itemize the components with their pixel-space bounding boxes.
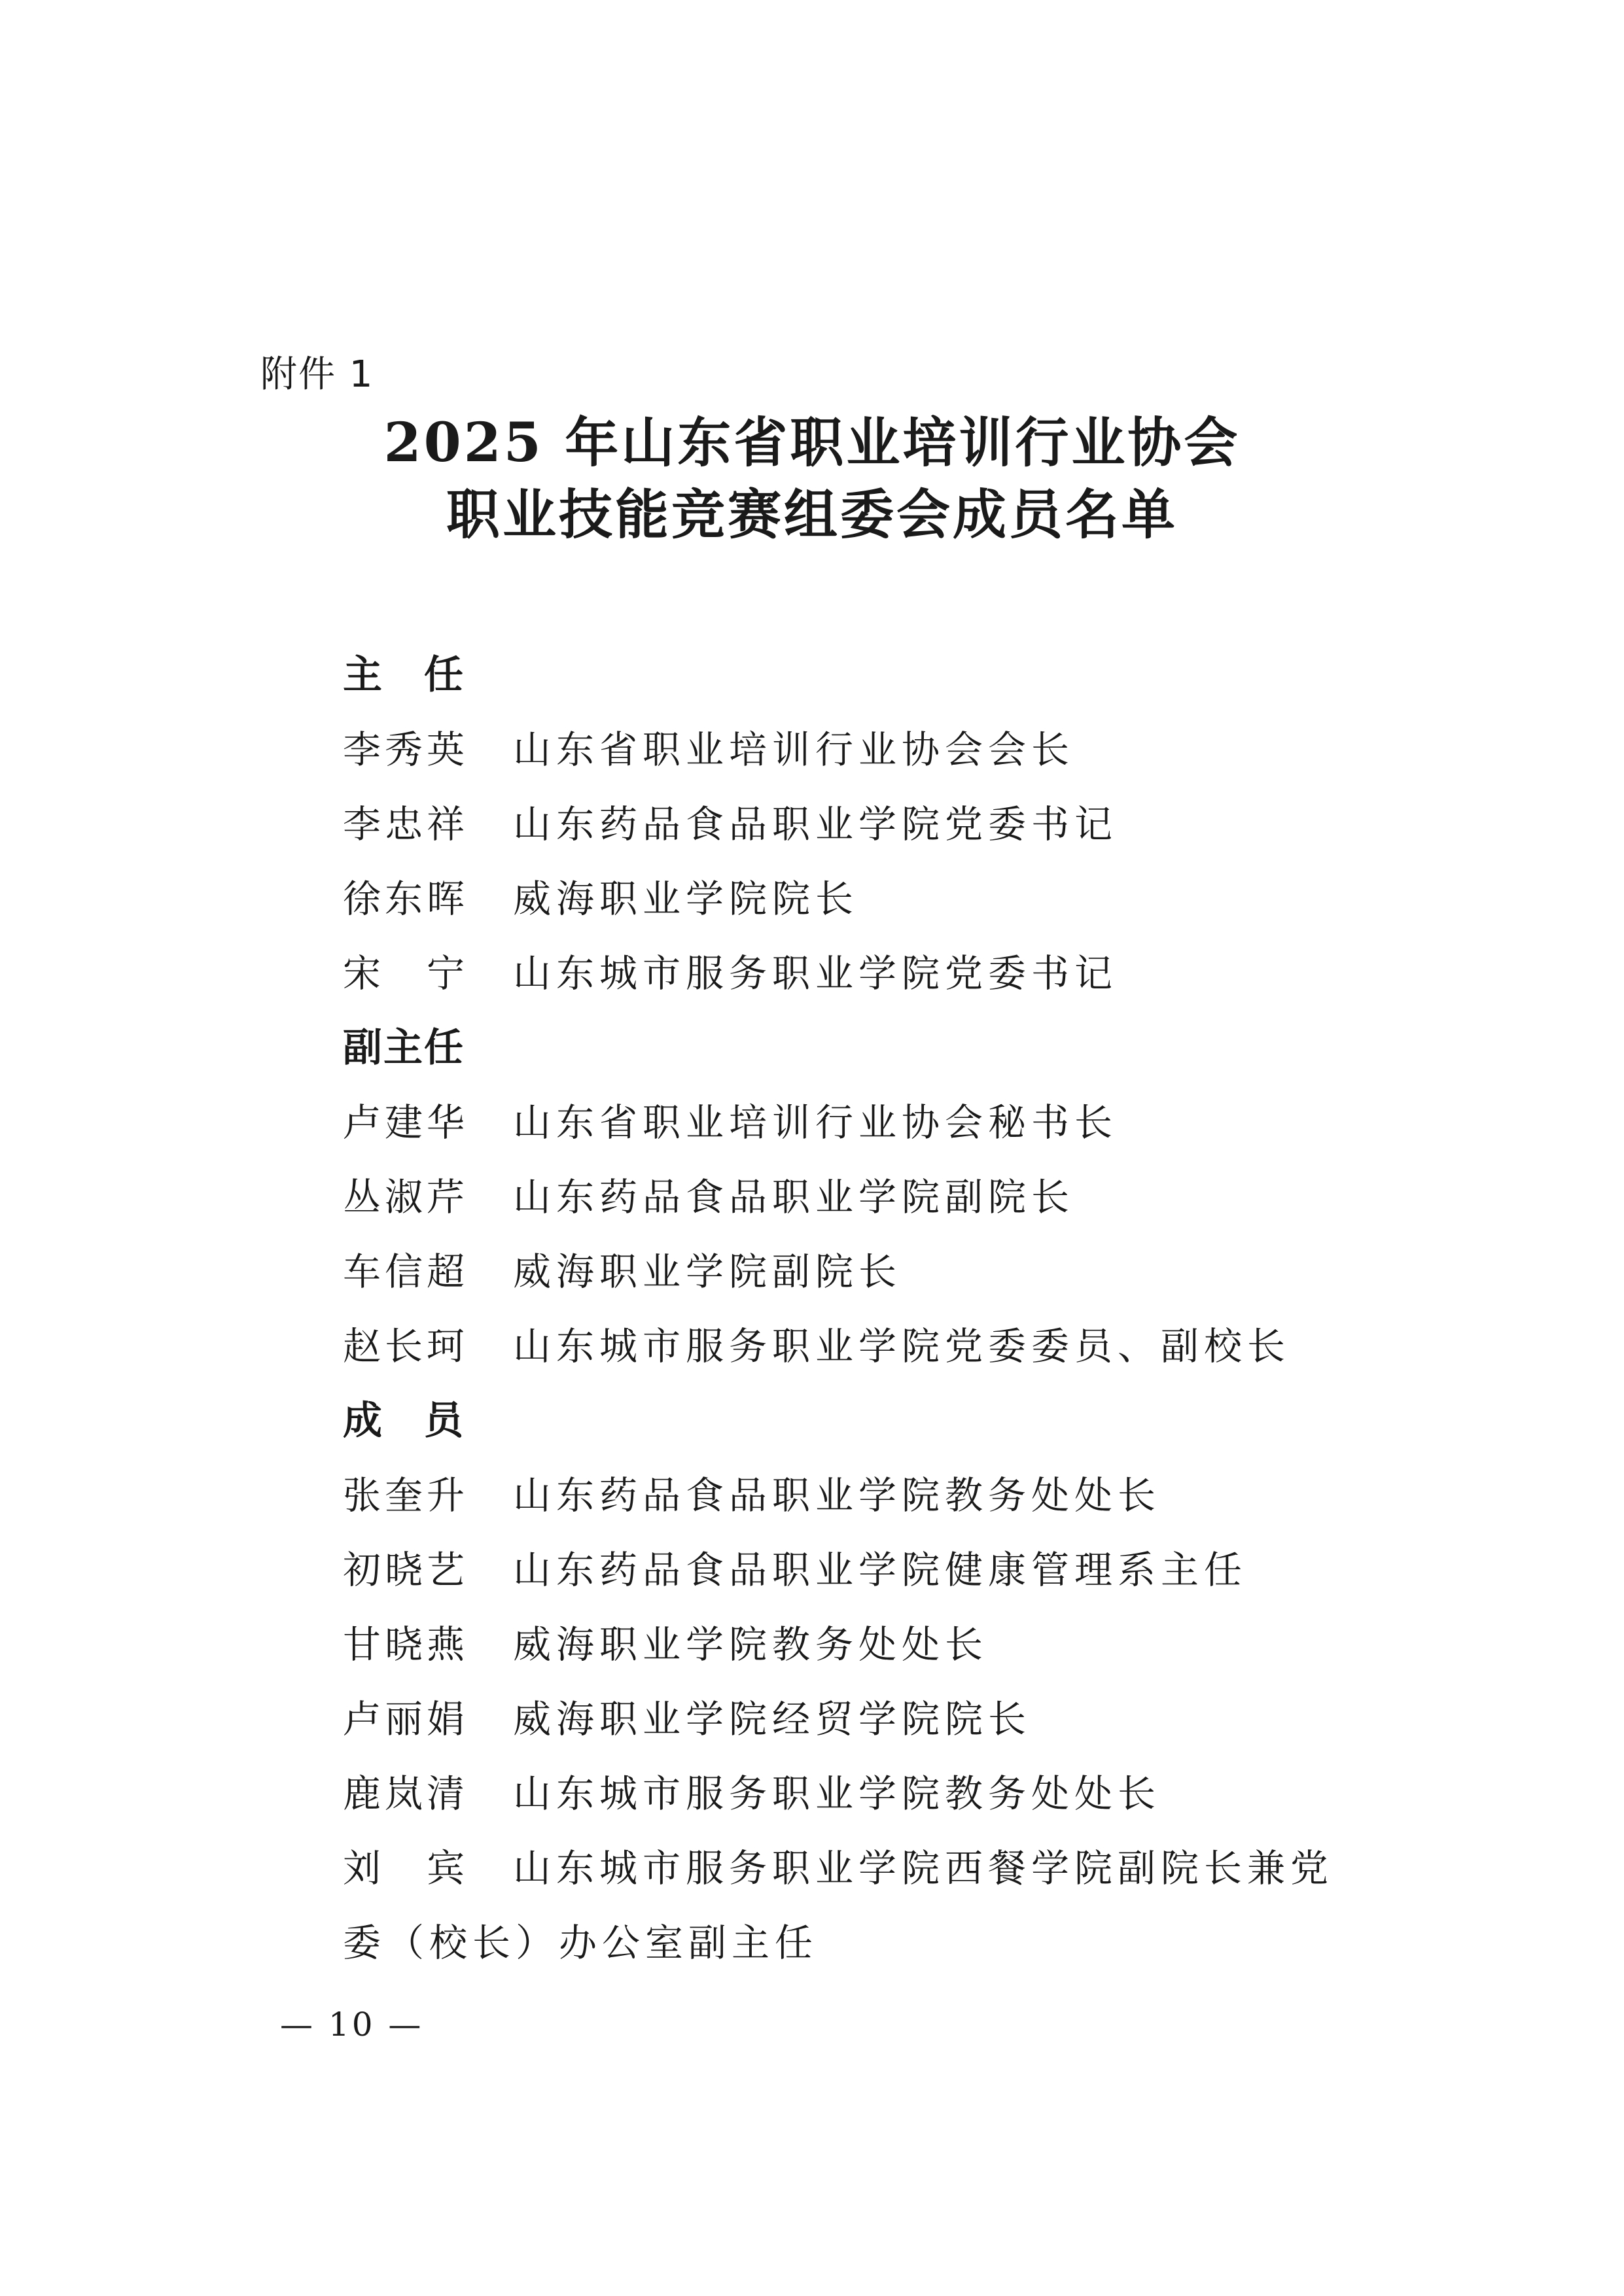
attachment-label: 附件 1 bbox=[260, 353, 374, 396]
member-row bbox=[343, 1756, 1364, 1831]
member-name: 甘晓燕 bbox=[343, 1622, 469, 1667]
member-title: 山东城市服务职业学院党委书记 bbox=[513, 951, 1118, 996]
member-name: 李秀英 bbox=[343, 727, 469, 772]
member-row bbox=[343, 712, 1364, 787]
member-row bbox=[343, 1160, 1364, 1234]
member-title: 山东省职业培训行业协会秘书长 bbox=[513, 1100, 1118, 1145]
member-title: 山东药品食品职业学院健康管理系主任 bbox=[513, 1548, 1248, 1592]
member-title: 山东城市服务职业学院教务处处长 bbox=[513, 1771, 1161, 1816]
member-title: 山东城市服务职业学院西餐学院副院长兼党 bbox=[513, 1846, 1334, 1890]
member-title: 山东药品食品职业学院教务处处长 bbox=[513, 1473, 1161, 1518]
member-title: 山东药品食品职业学院党委书记 bbox=[513, 802, 1118, 846]
page-number: — 10 — bbox=[280, 2006, 424, 2044]
member-name: 赵长珂 bbox=[343, 1324, 469, 1368]
member-title: 山东城市服务职业学院党委委员、副校长 bbox=[513, 1324, 1291, 1368]
member-name: 卢建华 bbox=[343, 1100, 469, 1145]
member-row bbox=[343, 1682, 1364, 1756]
member-name: 刘 宾 bbox=[343, 1846, 469, 1890]
committee-roster bbox=[343, 638, 1364, 1980]
member-title: 威海职业学院经贸学院院长 bbox=[513, 1697, 1032, 1741]
member-row bbox=[343, 787, 1364, 861]
member-row bbox=[343, 1458, 1364, 1533]
member-title: 山东省职业培训行业协会会长 bbox=[513, 727, 1075, 772]
member-row bbox=[343, 1533, 1364, 1607]
section-heading-deputy-director: 副主任 bbox=[343, 1025, 465, 1071]
member-name: 初晓艺 bbox=[343, 1548, 469, 1592]
member-name: 张奎升 bbox=[343, 1473, 469, 1518]
member-row bbox=[343, 1831, 1364, 1905]
member-name: 徐东晖 bbox=[343, 877, 469, 921]
member-row bbox=[343, 1234, 1364, 1309]
member-name: 宋 宁 bbox=[343, 951, 469, 996]
member-name: 李忠祥 bbox=[343, 802, 469, 846]
member-name: 丛淑芹 bbox=[343, 1175, 469, 1219]
document-title-line-2: 职业技能竞赛组委会成员名单 bbox=[446, 483, 1178, 546]
member-title: 威海职业学院教务处处长 bbox=[513, 1622, 989, 1667]
member-title: 山东药品食品职业学院副院长 bbox=[513, 1175, 1075, 1219]
member-row bbox=[343, 861, 1364, 936]
member-name: 卢丽娟 bbox=[343, 1697, 469, 1741]
member-row bbox=[343, 1607, 1364, 1682]
member-row bbox=[343, 936, 1364, 1011]
section-heading-members: 成 员 bbox=[343, 1398, 465, 1444]
member-title-continuation: 委（校长）办公室副主任 bbox=[343, 1921, 819, 1965]
member-title: 威海职业学院副院长 bbox=[513, 1249, 902, 1294]
member-name: 车信超 bbox=[343, 1249, 469, 1294]
document-title-line-1: 2025 年山东省职业培训行业协会 bbox=[383, 411, 1241, 474]
member-row bbox=[343, 1085, 1364, 1160]
member-name: 鹿岚清 bbox=[343, 1771, 469, 1816]
member-row bbox=[343, 1309, 1364, 1383]
member-title: 威海职业学院院长 bbox=[513, 877, 859, 921]
section-heading-director: 主 任 bbox=[343, 652, 465, 698]
